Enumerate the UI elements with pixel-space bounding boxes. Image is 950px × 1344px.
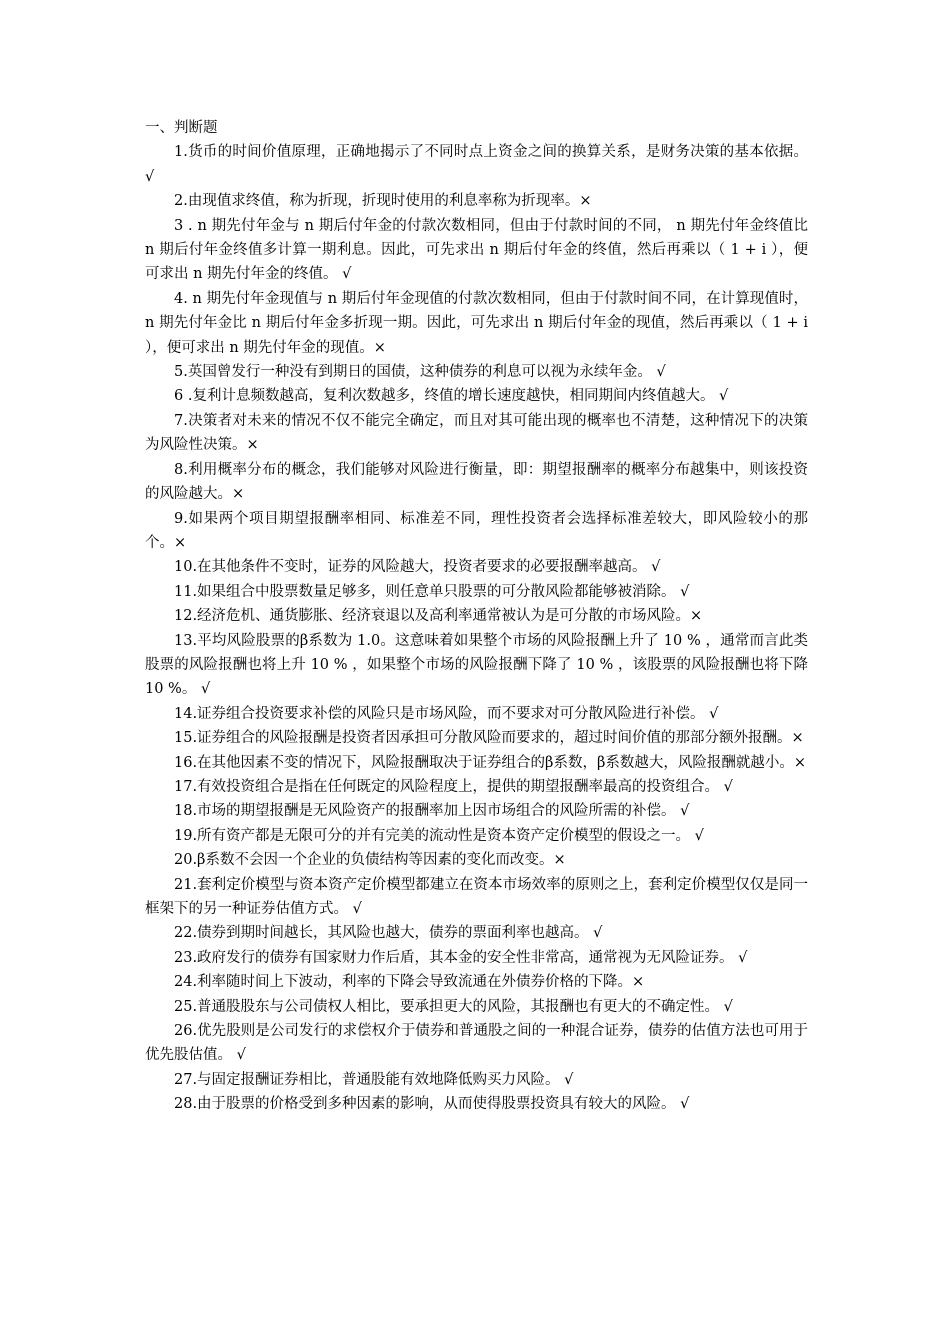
question-item: 10.在其他条件不变时，证券的风险越大，投资者要求的必要报酬率越高。 √ — [174, 559, 661, 576]
question-item: 18.市场的期望报酬是无风险资产的报酬率加上因市场组合的风险所需的补偿。 √ — [174, 803, 690, 820]
document-page — [145, 116, 808, 1117]
question-item: 1.货币的时间价值原理，正确地揭示了不同时点上资金之间的换算关系，是财务决策的基本依据。 √ — [145, 144, 808, 185]
question-item: 25.普通股股东与公司债权人相比，要承担更大的风险，其报酬也有更大的不确定性。 √ — [174, 998, 733, 1015]
question-item: 19.所有资产都是无限可分的并有完美的流动性是资本资产定价模型的假设之一。 √ — [174, 827, 704, 844]
question-item: 17.有效投资组合是指在任何既定的风险程度上，提供的期望报酬率最高的投资组合。 √ — [174, 778, 733, 795]
question-item: 8.利用概率分布的概念，我们能够对风险进行衡量，即：期望报酬率的概率分布越集中，则该投资的风险越大。× — [145, 461, 808, 503]
question-item: 27.与固定报酬证券相比，普通股能有效地降低购买力风险。 √ — [174, 1071, 574, 1088]
question-item: 2.由现值求终值，称为折现，折现时使用的利息率称为折现率。× — [174, 193, 592, 210]
question-item: 23.政府发行的债券有国家财力作后盾，其本金的安全性非常高，通常视为无风险证券。 √ — [174, 949, 748, 966]
question-item: 11.如果组合中股票数量足够多，则任意单只股票的可分散风险都能够被消除。 √ — [174, 583, 690, 600]
question-item: 24.利率随时间上下波动，利率的下降会导致流通在外债券价格的下降。× — [174, 974, 645, 991]
question-item: 3 . n 期先付年金与 n 期后付年金的付款次数相同，但由于付款时间的不同， n 期先付年金终值比 n 期后付年金终值多计算一期利息。因此，可先求出 n 期后付年金的终值，然后再乘以（ 1 + i ），便可求出 n 期先付年金的终值。 √ — [145, 217, 808, 283]
question-item: 26.优先股则是公司发行的求偿权介于债券和普通股之间的一种混合证券，债券的估值方法也可用于优先股估值。 √ — [145, 1023, 808, 1064]
question-item: 9.如果两个项目期望报酬率相同、标准差不同，理性投资者会选择标准差较大，即风险较小的那个。× — [145, 510, 808, 551]
question-item: 7.决策者对未来的情况不仅不能完全确定，而且对其可能出现的概率也不清楚，这种情况下的决策为风险性决策。× — [145, 412, 808, 454]
question-item: 14.证券组合投资要求补偿的风险只是市场风险，而不要求对可分散风险进行补偿。 √ — [174, 705, 719, 722]
question-item: 22.债券到期时间越长，其风险也越大，债券的票面利率也越高。 √ — [174, 925, 603, 942]
question-item: 5.英国曾发行一种没有到期日的国债，这种债券的利息可以视为永续年金。 √ — [174, 364, 666, 381]
question-item: 20.β系数不会因一个企业的负债结构等因素的变化而改变。× — [174, 852, 566, 869]
question-item: 16.在其他因素不变的情况下，风险报酬取决于证券组合的β系数，β系数越大，风险报酬就越小。× — [174, 754, 806, 771]
question-item: 21.套利定价模型与资本资产定价模型都建立在资本市场效率的原则之上，套利定价模型仅仅是同一框架下的另一种证券估值方式。 √ — [145, 876, 808, 917]
question-item: 4. n 期先付年金现值与 n 期后付年金现值的付款次数相同，但由于付款时间不同，在计算现值时， n 期先付年金比 n 期后付年金多折现一期。因此，可先求出 n 期后付年金的现值，然后再乘以（ 1 + i ），便可求出 n 期先付年金的现值。× — [145, 290, 808, 356]
question-item: 28.由于股票的价格受到多种因素的影响，从而使得股票投资具有较大的风险。 √ — [174, 1096, 690, 1113]
question-item: 15.证券组合的风险报酬是投资者因承担可分散风险而要求的，超过时间价值的那部分额外报酬。× — [174, 730, 804, 747]
question-item: 13.平均风险股票的β系数为 1.0。这意味着如果整个市场的风险报酬上升了 10 % ，通常而言此类股票的风险报酬也将上升 10 % ，如果整个市场的风险报酬下降了 10 % ，该股票的风险报酬也将下降 10 %。 √ — [145, 632, 808, 698]
question-item: 6 .复利计息频数越高，复利次数越多，终值的增长速度越快，相同期间内终值越大。 √ — [174, 388, 729, 405]
question-item: 12.经济危机、通货膨胀、经济衰退以及高利率通常被认为是可分散的市场风险。× — [174, 608, 703, 625]
section-title: 一、判断题 — [145, 120, 218, 136]
